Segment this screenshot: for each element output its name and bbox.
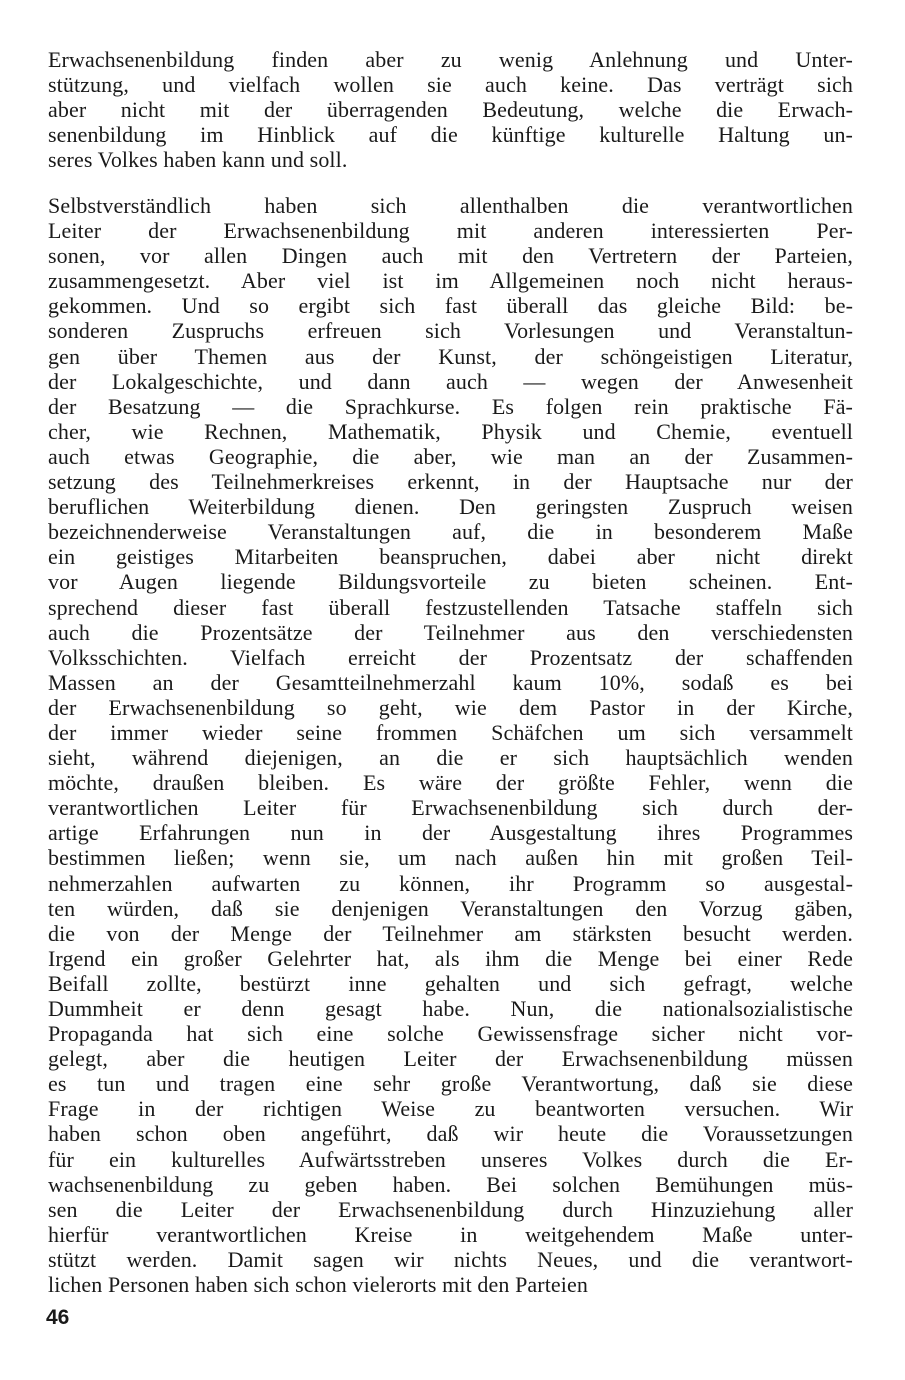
text-line: sonen, vor allen Dingen auch mit den Vertretern der Parteien,	[48, 243, 853, 269]
page-number: 46	[46, 1306, 70, 1329]
text-line: beruflichen Weiterbildung dienen. Den geringsten Zuspruch weisen	[48, 494, 853, 520]
text-line: Irgend ein großer Gelehrter hat, als ihm die Menge bei einer Rede	[48, 945, 853, 971]
text-line: aber nicht mit der überragenden Bedeutung, welche die Erwach-	[48, 97, 853, 123]
text-line: verantwortlichen Leiter für Erwachsenenbildung sich durch der-	[48, 795, 853, 821]
text-line: Frage in der richtigen Weise zu beantworten versuchen. Wir	[48, 1096, 853, 1122]
text-line: wachsenenbildung zu geben haben. Bei solchen Bemühungen müs-	[48, 1171, 853, 1197]
text-line: nehmerzahlen aufwarten zu können, ihr Programm so ausgestal-	[48, 870, 853, 896]
text-line: der Lokalgeschichte, und dann auch — wegen der Anwesenheit	[48, 368, 853, 394]
text-line: die von der Menge der Teilnehmer am stärksten besucht werden.	[48, 920, 853, 946]
text-line: cher, wie Rechnen, Mathematik, Physik und Chemie, eventuell	[48, 418, 853, 444]
text-line: es tun und tragen eine sehr große Verantwortung, daß sie diese	[48, 1071, 853, 1097]
text-line: der Besatzung — die Sprachkurse. Es folgen rein praktische Fä-	[48, 393, 853, 419]
text-line: sieht, während diejenigen, an die er sich hauptsächlich wenden	[48, 745, 853, 771]
text-line: artige Erfahrungen nun in der Ausgestaltung ihres Programmes	[48, 820, 853, 846]
text-line: auch etwas Geographie, die aber, wie man an der Zusammen-	[48, 443, 853, 469]
text-line: für ein kulturelles Aufwärtsstreben unseres Volkes durch die Er-	[48, 1146, 853, 1172]
text-line: senenbildung im Hinblick auf die künftige kulturelle Haltung un-	[48, 122, 853, 148]
text-line: hierfür verantwortlichen Kreise in weitgehendem Maße unter-	[48, 1221, 853, 1247]
text-line: der immer wieder seine frommen Schäfchen um sich versammelt	[48, 719, 853, 745]
text-line: stützt werden. Damit sagen wir nichts Neues, und die verantwort-	[48, 1246, 853, 1272]
text-line: Massen an der Gesamtteilnehmerzahl kaum 10%, sodaß es bei	[48, 669, 853, 695]
text-line: gen über Themen aus der Kunst, der schöngeistigen Literatur,	[48, 343, 853, 369]
text-line: möchte, draußen bleiben. Es wäre der größte Fehler, wenn die	[48, 770, 853, 796]
text-line: zusammengesetzt. Aber viel ist im Allgemeinen noch nicht heraus-	[48, 268, 853, 294]
text-line: seres Volkes haben kann und soll.	[48, 147, 348, 173]
text-line: setzung des Teilnehmerkreises erkennt, in der Hauptsache nur der	[48, 469, 853, 495]
text-line: sonderen Zuspruchs erfreuen sich Vorlesungen und Veranstaltun-	[48, 318, 853, 344]
text-line: sprechend dieser fast überall festzustellenden Tatsache staffeln sich	[48, 594, 853, 620]
text-line: der Erwachsenenbildung so geht, wie dem Pastor in der Kirche,	[48, 694, 853, 720]
text-line: ein geistiges Mitarbeiten beanspruchen, dabei aber nicht direkt	[48, 544, 853, 570]
text-line: Propaganda hat sich eine solche Gewissensfrage sicher nicht vor-	[48, 1021, 853, 1047]
text-line: auch die Prozentsätze der Teilnehmer aus den verschiedensten	[48, 619, 853, 645]
text-line: gekommen. Und so ergibt sich fast überall das gleiche Bild: be-	[48, 293, 853, 319]
text-line: Selbstverständlich haben sich allenthalben die verantwortlichen	[48, 193, 853, 218]
text-line: bestimmen ließen; wenn sie, um nach außen hin mit großen Teil-	[48, 845, 853, 871]
text-line: sen die Leiter der Erwachsenenbildung durch Hinzuziehung aller	[48, 1196, 853, 1222]
text-line: Erwachsenenbildung finden aber zu wenig Anlehnung und Unter-	[48, 47, 853, 72]
text-line: Dummheit er denn gesagt habe. Nun, die nationalsozialistische	[48, 996, 853, 1021]
paragraph-1	[48, 47, 853, 172]
paragraph-2	[48, 193, 853, 1297]
text-line: Beifall zollte, bestürzt inne gehalten und sich gefragt, welche	[48, 970, 853, 996]
text-line: Volksschichten. Vielfach erreicht der Prozentsatz der schaffenden	[48, 644, 853, 670]
text-line: lichen Personen haben sich schon vielerorts mit den Parteien	[48, 1272, 588, 1298]
text-line: Leiter der Erwachsenenbildung mit anderen interessierten Per-	[48, 218, 853, 244]
text-line: stützung, und vielfach wollen sie auch keine. Das verträgt sich	[48, 72, 853, 98]
text-line: ten würden, daß sie denjenigen Veranstaltungen den Vorzug gäben,	[48, 895, 853, 921]
text-line: gelegt, aber die heutigen Leiter der Erwachsenenbildung müssen	[48, 1046, 853, 1072]
text-line: haben schon oben angeführt, daß wir heute die Voraussetzungen	[48, 1121, 853, 1147]
text-line: vor Augen liegende Bildungsvorteile zu bieten scheinen. Ent-	[48, 569, 853, 595]
text-line: bezeichnenderweise Veranstaltungen auf, die in besonderem Maße	[48, 519, 853, 545]
